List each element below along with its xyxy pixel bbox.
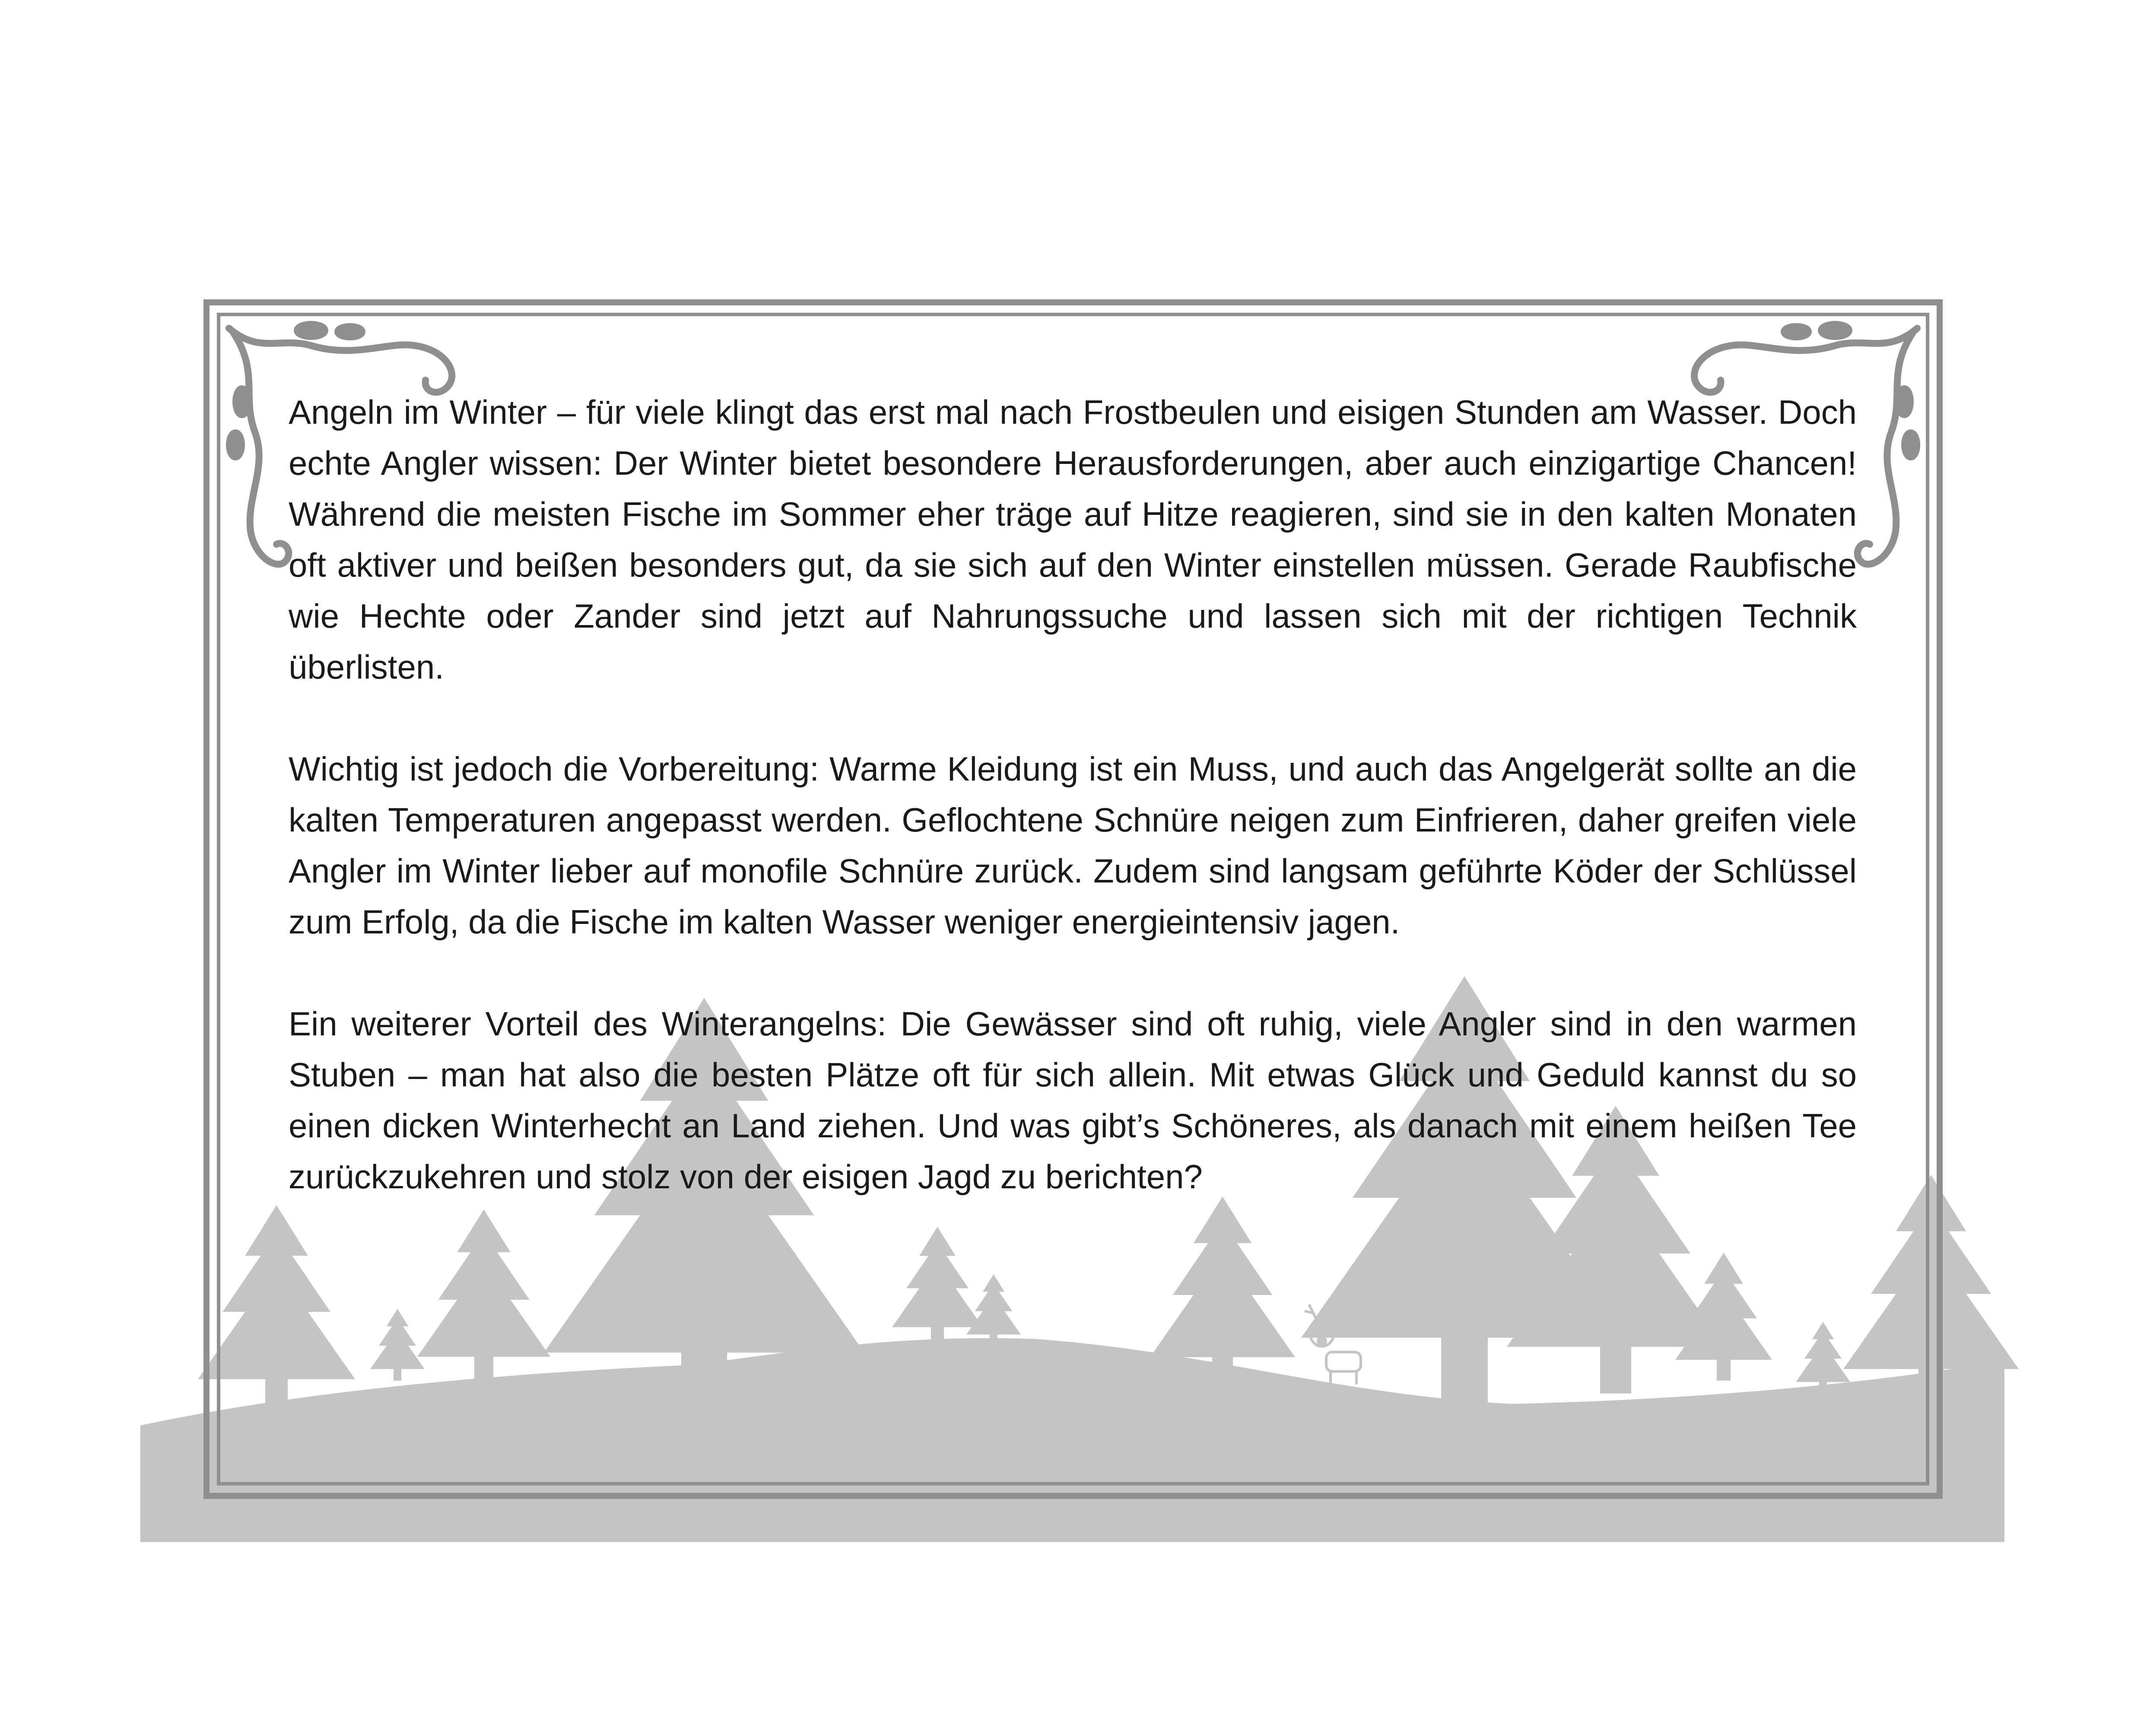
pine-tree-icon [198,1205,355,1413]
pine-tree-icon [892,1227,983,1347]
pine-tree-icon [417,1209,550,1385]
paragraph-3: Ein weiterer Vorteil des Winterangelns: Die Gewässer sind oft ruhig, viele Angler sind in den warmen Stuben – man hat also die besten Plätze oft für sich allein. Mit etwas Glück und Geduld kannst du so einen dicken Winterhecht an Land ziehen. Und was gibt’s Schöneres, als danach mit einem heißen Tee zurückzukehren und stolz von der eisigen Jagd zu berichten? [289,1005,1857,1196]
paragraph-1: Angeln im Winter – für viele klingt das erst mal nach Frostbeulen und eisigen Stunden am Wasser. Doch echte Angler wissen: Der Winter bietet besondere Herausforderungen, aber auch einzigartige Chancen! Während die meisten Fische im Sommer eher träge auf Hitze reagieren, sind sie in den kalten Monaten oft aktiver und beißen besonders gut, da sie sich auf den Winter einstellen müssen. Gerade Raubfische wie Hechte oder Zander sind jetzt auf Nahrungssuche und lassen sich mit der richtigen Technik überlisten. [289,393,1857,686]
pine-tree-icon [1796,1322,1850,1394]
pine-tree-icon [966,1274,1021,1346]
article-text [289,387,1857,1202]
pine-tree-icon [370,1309,425,1381]
paragraph-2: Wichtig ist jedoch die Vorbereitung: Warme Kleidung ist ein Muss, und auch das Angelgerät sollte an die kalten Temperaturen angepasst werden. Geflochtene Schnüre neigen zum Einfrieren, daher greifen viele Angler im Winter lieber auf monofile Schnüre zurück. Zudem sind langsam geführte Köder der Schlüssel zum Erfolg, da die Fische im kalten Wasser weniger energieintensiv jagen. [289,750,1857,941]
